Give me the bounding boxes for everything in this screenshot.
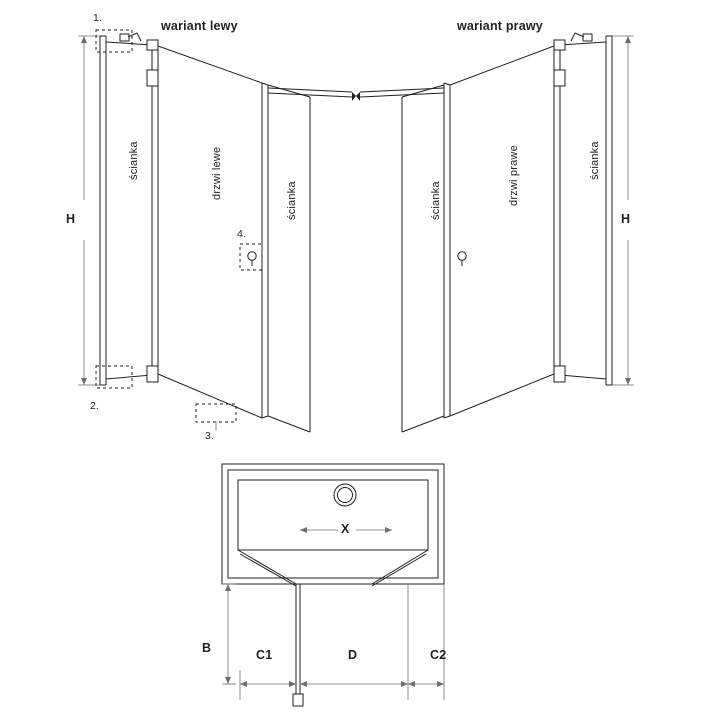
label-left-inner-panel: ścianka <box>286 181 298 220</box>
label-left-door: drzwi lewe <box>211 146 223 200</box>
right-stabilizer-bar <box>356 33 584 101</box>
plan-door-swing <box>222 550 444 586</box>
callout-4: 4. <box>237 228 247 240</box>
callout-3: 3. <box>205 430 215 442</box>
dimension-h-right: H <box>621 212 631 226</box>
label-right-door: drzwi prawe <box>508 145 520 206</box>
hinge-callout-boxes <box>96 30 262 422</box>
right-door-panel <box>444 45 560 418</box>
left-stabilizer-bar <box>128 33 356 101</box>
plan-dimension-b <box>222 584 236 684</box>
right-door-knob <box>458 252 466 266</box>
left-dimension-lines <box>78 36 100 385</box>
right-dimension-lines <box>612 36 634 385</box>
label-right-wall-panel: ścianka <box>589 141 601 180</box>
plan-dimension-d-label: D <box>348 648 358 662</box>
dimension-h-left: H <box>66 212 76 226</box>
plan-dimension-c2-label: C2 <box>430 648 447 662</box>
left-door-knob <box>248 252 256 266</box>
left-wall-panel <box>100 36 152 385</box>
plan-dimension-b-label: B <box>202 641 212 655</box>
plan-tray <box>222 464 444 584</box>
label-left-wall-panel: ścianka <box>128 141 140 180</box>
right-inner-panel <box>402 85 444 432</box>
plan-dimension-chain <box>240 584 447 700</box>
callout-2: 2. <box>90 400 100 412</box>
plan-dimension-x-label: X <box>341 522 350 536</box>
plan-open-door <box>293 584 303 706</box>
left-inner-panel <box>268 85 310 432</box>
title-right-variant: wariant prawy <box>457 19 543 33</box>
title-left-variant: wariant lewy <box>161 19 238 33</box>
callout-1: 1. <box>93 12 103 24</box>
label-right-inner-panel: ścianka <box>430 181 442 220</box>
left-door-panel <box>152 45 268 418</box>
right-wall-panel <box>560 36 612 385</box>
plan-dimension-c1-label: C1 <box>256 648 273 662</box>
